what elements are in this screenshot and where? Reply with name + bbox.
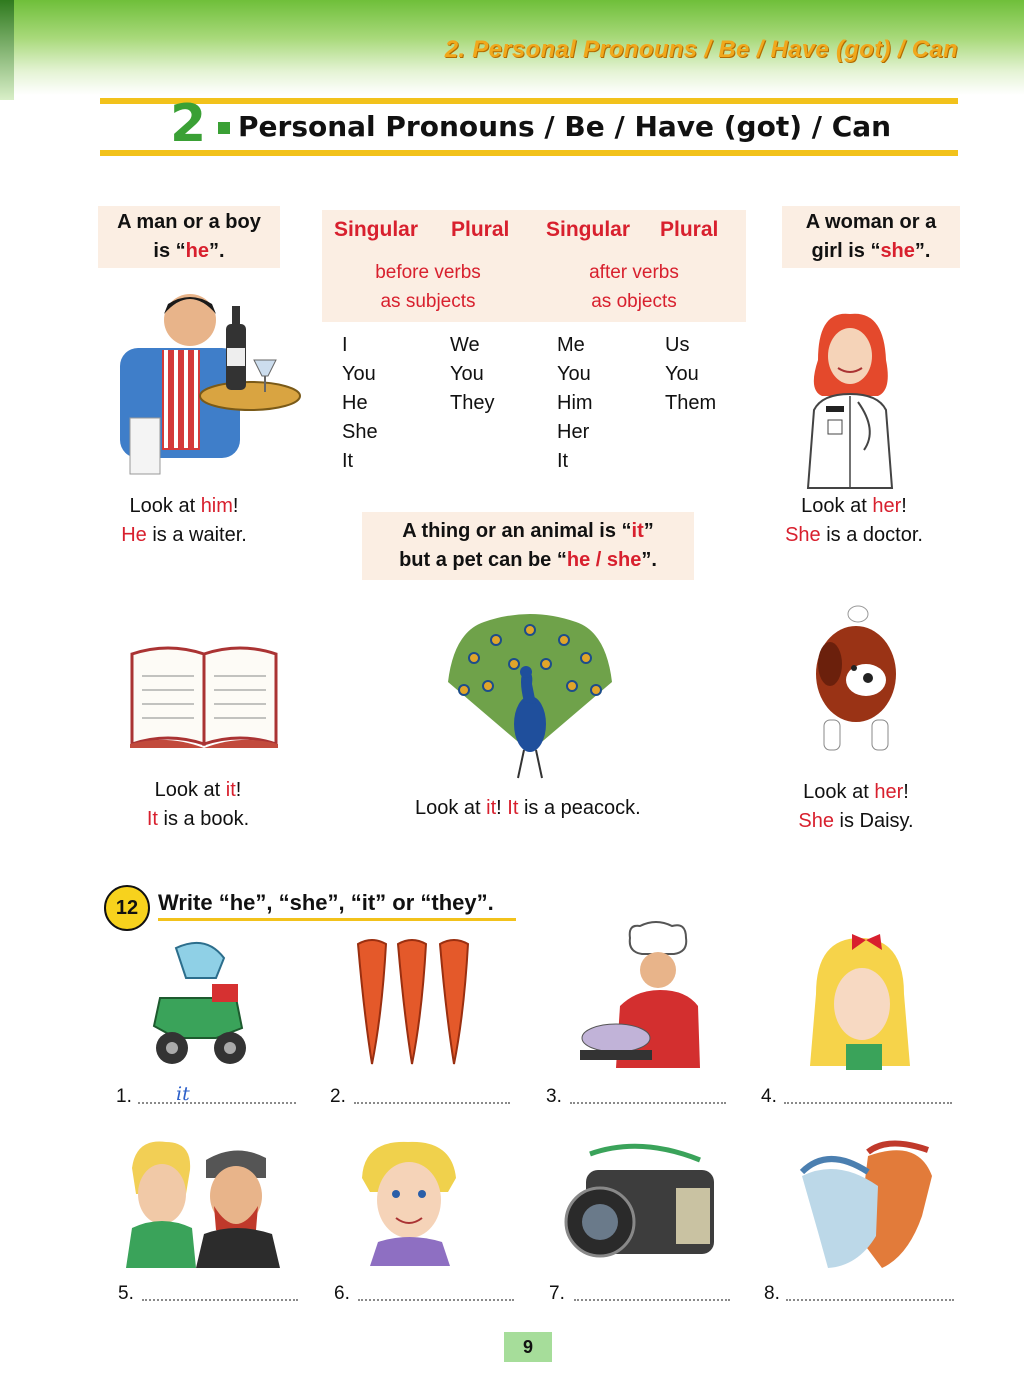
note-he bbox=[98, 208, 280, 266]
carrots-illustration bbox=[352, 934, 478, 1072]
thing-rule-line1 bbox=[362, 517, 694, 546]
item-label: 7. bbox=[549, 1283, 565, 1304]
answer-text: it bbox=[176, 1083, 190, 1105]
note-she-line1: A woman or a bbox=[805, 211, 937, 233]
note-she bbox=[780, 208, 962, 266]
object-note-line2: as objects bbox=[591, 291, 677, 312]
answer-line[interactable] bbox=[784, 1088, 952, 1104]
header-subject-plural: Plural bbox=[451, 218, 510, 241]
pronoun-cell: He bbox=[342, 392, 368, 414]
pronoun-cell: It bbox=[557, 450, 569, 472]
pronoun-cell: Him bbox=[557, 392, 593, 414]
unit-number: 2 bbox=[170, 94, 207, 154]
answer-line[interactable] bbox=[570, 1088, 726, 1104]
caption-text: is a book. bbox=[157, 808, 250, 830]
header-subject-singular: Singular bbox=[334, 218, 419, 241]
answer-line[interactable] bbox=[138, 1088, 296, 1104]
caption-text: A thing or an animal is “ bbox=[402, 520, 632, 542]
camera-illustration bbox=[560, 1144, 718, 1268]
pronoun-cell: We bbox=[450, 334, 480, 356]
subject-note bbox=[340, 258, 516, 316]
pronoun-cell: Them bbox=[665, 392, 717, 414]
answer-line[interactable] bbox=[574, 1285, 730, 1301]
waiter-caption-line2 bbox=[96, 521, 272, 550]
unit-number-dot bbox=[218, 122, 230, 134]
waiter-illustration bbox=[100, 288, 300, 480]
caption-text: but a pet can be “ bbox=[399, 549, 567, 571]
caption-text: is a waiter. bbox=[146, 524, 247, 546]
header-object-plural: Plural bbox=[660, 218, 719, 241]
answer-line[interactable] bbox=[142, 1285, 298, 1301]
doctor-caption-line2 bbox=[770, 521, 938, 550]
header-object-singular: Singular bbox=[546, 218, 631, 241]
caption-text: ”. bbox=[641, 549, 657, 571]
boy-illustration bbox=[356, 1138, 462, 1266]
answer-line[interactable] bbox=[354, 1088, 510, 1104]
doctor-caption bbox=[770, 492, 938, 550]
note-he-suffix: ”. bbox=[209, 240, 225, 262]
doctor-illustration bbox=[788, 310, 912, 490]
note-he-line1: A man or a boy bbox=[117, 211, 261, 233]
caption-text: ! bbox=[496, 797, 508, 819]
doctor-caption-line1 bbox=[770, 492, 938, 521]
caption-pronoun: it bbox=[225, 779, 236, 801]
girl-illustration bbox=[806, 934, 914, 1070]
note-she-suffix: ”. bbox=[914, 240, 931, 262]
thing-rule-line2 bbox=[362, 546, 694, 575]
caption-pronoun: It bbox=[146, 808, 158, 830]
subject-plural-column bbox=[450, 331, 494, 418]
note-she-prefix: girl is “ bbox=[811, 240, 881, 262]
waiter-caption bbox=[96, 492, 272, 550]
pronoun-cell: You bbox=[665, 363, 699, 385]
pronoun-cell: They bbox=[450, 392, 495, 414]
horses-illustration bbox=[798, 1136, 938, 1272]
item-label: 1. bbox=[116, 1086, 132, 1107]
item-label: 6. bbox=[334, 1283, 350, 1304]
note-he-line2 bbox=[98, 237, 280, 266]
page-title: Personal Pronouns / Be / Have (got) / Can bbox=[238, 110, 892, 143]
peacock-caption bbox=[415, 794, 641, 823]
caption-text: Look at bbox=[129, 495, 201, 517]
object-singular-column bbox=[557, 331, 593, 476]
dog-caption-line2 bbox=[786, 807, 926, 836]
book-caption bbox=[112, 776, 284, 834]
dog-illustration bbox=[806, 604, 908, 754]
exercise-number-badge: 12 bbox=[104, 885, 150, 931]
page-edge bbox=[0, 0, 14, 100]
book-caption-line1 bbox=[112, 776, 284, 805]
book-illustration bbox=[128, 640, 280, 748]
caption-pronoun: he / she bbox=[566, 549, 642, 571]
chef-illustration bbox=[576, 922, 716, 1068]
book-caption-line2 bbox=[112, 805, 284, 834]
pronoun-cell: Me bbox=[557, 334, 585, 356]
pronoun-cell: It bbox=[342, 450, 354, 472]
two-men-illustration bbox=[126, 1138, 282, 1268]
dog-caption bbox=[786, 778, 926, 836]
caption-pronoun: it bbox=[486, 797, 497, 819]
caption-pronoun: her bbox=[872, 495, 902, 517]
item-label: 2. bbox=[330, 1086, 346, 1107]
scooter-illustration bbox=[146, 938, 250, 1068]
peacock-illustration bbox=[444, 612, 616, 784]
caption-text: Look at bbox=[415, 797, 487, 819]
caption-text: is a doctor. bbox=[820, 524, 923, 546]
pronoun-cell: You bbox=[450, 363, 484, 385]
caption-text: ! bbox=[903, 781, 909, 803]
thing-rule bbox=[362, 517, 694, 575]
item-label: 4. bbox=[761, 1086, 777, 1107]
running-header: 2. Personal Pronouns / Be / Have (got) / Can bbox=[444, 36, 958, 63]
pronoun-cell: She bbox=[342, 421, 378, 443]
title-rule-top bbox=[100, 98, 958, 104]
caption-pronoun: She bbox=[785, 524, 821, 546]
caption-text: Look at bbox=[803, 781, 875, 803]
caption-text: ! bbox=[901, 495, 907, 517]
object-note-line1: after verbs bbox=[589, 262, 679, 283]
instruction-underline bbox=[158, 918, 516, 921]
pronoun-cell: Her bbox=[557, 421, 590, 443]
caption-pronoun: her bbox=[874, 781, 904, 803]
caption-text: is a peacock. bbox=[518, 797, 641, 819]
caption-pronoun: him bbox=[200, 495, 233, 517]
caption-pronoun: She bbox=[798, 810, 834, 832]
title-rule-bottom bbox=[100, 150, 958, 156]
caption-text: is Daisy. bbox=[833, 810, 914, 832]
pronoun-cell: I bbox=[342, 334, 348, 356]
caption-text: Look at bbox=[154, 779, 226, 801]
item-label: 8. bbox=[764, 1283, 780, 1304]
subject-note-line2: as subjects bbox=[380, 291, 476, 312]
waiter-caption-line1 bbox=[96, 492, 272, 521]
page-number: 9 bbox=[504, 1332, 552, 1362]
caption-pronoun: He bbox=[121, 524, 147, 546]
caption-text: ! bbox=[235, 779, 242, 801]
exercise-instruction: Write “he”, “she”, “it” or “they”. bbox=[158, 890, 494, 915]
caption-pronoun: It bbox=[507, 797, 519, 819]
note-he-word: he bbox=[185, 240, 210, 262]
caption-text: ! bbox=[232, 495, 239, 517]
caption-text: ” bbox=[643, 520, 654, 542]
dog-caption-line1 bbox=[786, 778, 926, 807]
caption-pronoun: it bbox=[631, 520, 644, 542]
pronoun-cell: You bbox=[342, 363, 376, 385]
note-he-prefix: is “ bbox=[153, 240, 186, 262]
note-she-word: she bbox=[880, 240, 915, 262]
subject-singular-column bbox=[342, 331, 378, 476]
note-she-line2 bbox=[780, 237, 962, 266]
item-label: 3. bbox=[546, 1086, 562, 1107]
object-note bbox=[546, 258, 722, 316]
caption-text: Look at bbox=[801, 495, 873, 517]
pronoun-cell: You bbox=[557, 363, 591, 385]
answer-line[interactable] bbox=[786, 1285, 954, 1301]
item-label: 5. bbox=[118, 1283, 134, 1304]
subject-note-line1: before verbs bbox=[375, 262, 481, 283]
pronoun-cell: Us bbox=[665, 334, 690, 356]
answer-line[interactable] bbox=[358, 1285, 514, 1301]
object-plural-column bbox=[665, 331, 716, 418]
